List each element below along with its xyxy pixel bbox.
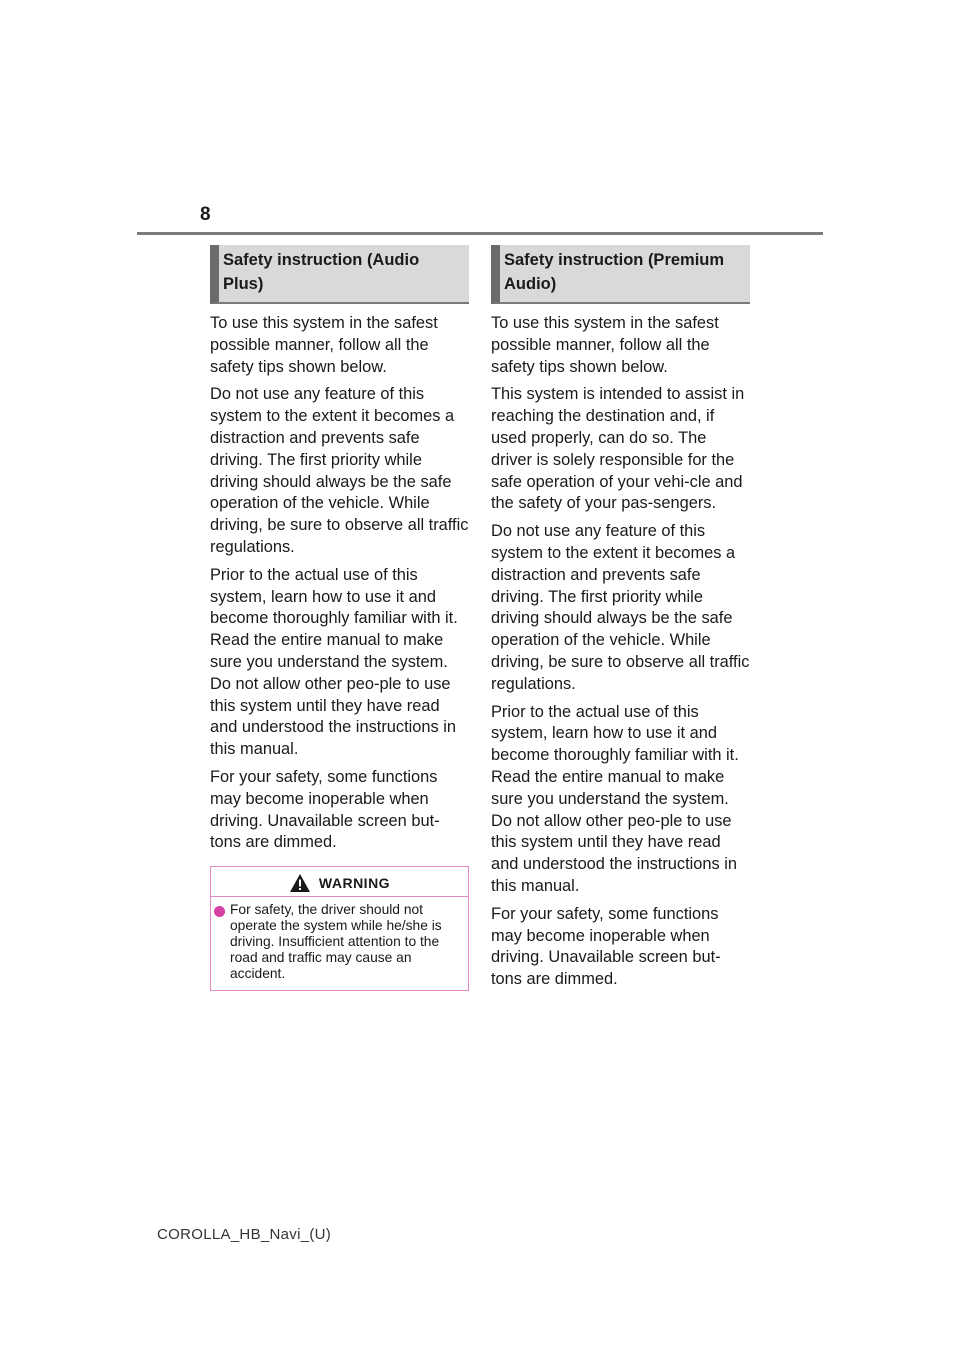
paragraph: To use this system in the safest possible manner, follow all the safety tips shown below. <box>491 314 719 376</box>
warning-text: For safety, the driver should not operate the system while he/she is driving. Insufficient attention to the road and traffic may cause an accident. <box>230 902 442 982</box>
footer-document-id: COROLLA_HB_Navi_(U) <box>157 1226 332 1243</box>
warning-title: WARNING <box>318 874 391 891</box>
right-column <box>491 245 750 997</box>
paragraph: Prior to the actual use of this system, learn how to use it and become thoroughly familiar with it. Read the entire manual to make sure you understand the system. Do not allow other peo-ple to use this system until they have read and understood the instructions in this manual. <box>491 702 739 895</box>
section-heading-audio-plus: Safety instruction (Audio Plus) <box>210 245 469 304</box>
warning-item <box>211 897 468 982</box>
right-paragraphs <box>491 313 750 991</box>
paragraph: To use this system in the safest possible manner, follow all the safety tips shown below. <box>210 314 438 376</box>
warning-header <box>211 867 468 897</box>
left-paragraphs <box>210 313 469 854</box>
paragraph: This system is intended to assist in reaching the destination and, if used properly, can do so. The driver is solely responsible for the safe operation of your vehi-cle and the safety of your pas-sengers. <box>491 385 745 513</box>
paragraph: Do not use any feature of this system to the extent it becomes a distraction and prevents safe driving. The first priority while driving should always be the safe operation of the vehicle. While driving, be sure to observe all traffic regulations. <box>210 385 469 556</box>
paragraph: For your safety, some functions may become inoperable when driving. Unavailable screen but-tons are dimmed. <box>491 904 721 989</box>
left-column <box>210 245 469 991</box>
warning-triangle-icon <box>289 873 311 893</box>
header-rule <box>137 232 823 235</box>
paragraph: Prior to the actual use of this system, learn how to use it and become thoroughly familiar with it. Read the entire manual to make sure you understand the system. Do not allow other peo-ple to use this system until they have read and understood the instructions in this manual. <box>210 565 458 759</box>
warning-box <box>210 866 469 991</box>
paragraph: For your safety, some functions may become inoperable when driving. Unavailable screen but-tons are dimmed. <box>210 767 440 852</box>
bullet-icon <box>214 906 225 917</box>
paragraph: Do not use any feature of this system to the extent it becomes a distraction and prevents safe driving. The first priority while driving should always be the safe operation of the vehicle. While driving, be sure to observe all traffic regulations. <box>491 522 750 693</box>
section-heading-premium-audio: Safety instruction (Premium Audio) <box>491 245 750 304</box>
page-number: 8 <box>200 204 211 225</box>
